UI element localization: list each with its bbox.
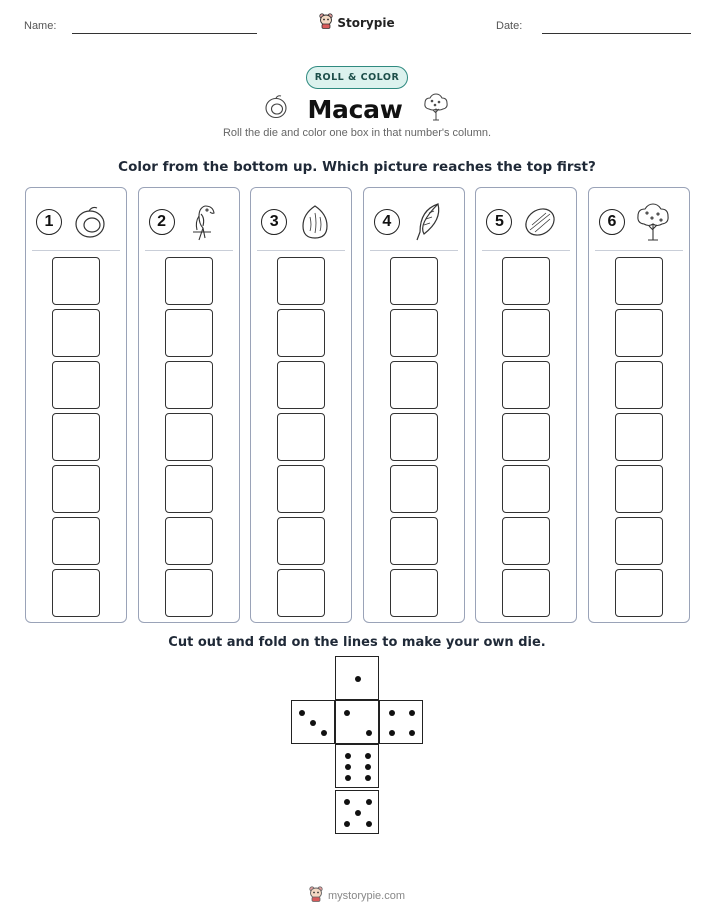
die-face-2 (335, 700, 379, 744)
color-box[interactable] (502, 465, 550, 513)
column-header (486, 202, 570, 242)
seed-icon (520, 202, 560, 242)
color-box[interactable] (277, 309, 325, 357)
die-pip (366, 821, 372, 827)
die-pip (355, 676, 361, 682)
column-3 (250, 187, 352, 623)
date-line[interactable] (542, 33, 691, 34)
die-pip (366, 730, 372, 736)
column-2 (138, 187, 240, 623)
column-header (261, 202, 345, 242)
footer-url[interactable]: mystorypie.com (327, 890, 406, 902)
title-row (0, 92, 714, 126)
color-box[interactable] (277, 257, 325, 305)
die-number: 6 (599, 209, 625, 235)
die-pip (344, 821, 350, 827)
die-pip (365, 753, 371, 759)
color-box[interactable] (615, 257, 663, 305)
die-face-5 (335, 790, 379, 834)
color-box[interactable] (165, 413, 213, 461)
brand-logo (0, 13, 714, 33)
die-face-6 (335, 744, 379, 788)
color-box[interactable] (165, 517, 213, 565)
die-pip (345, 753, 351, 759)
die-pip (345, 764, 351, 770)
die-pip (345, 775, 351, 781)
die-pip (389, 710, 395, 716)
die-pip (365, 764, 371, 770)
column-header (36, 202, 120, 242)
color-box[interactable] (390, 465, 438, 513)
die-pip (365, 775, 371, 781)
column-divider (32, 250, 120, 251)
color-columns (25, 187, 690, 623)
color-box[interactable] (615, 309, 663, 357)
die-pip (409, 710, 415, 716)
die-pip (389, 730, 395, 736)
color-box[interactable] (502, 257, 550, 305)
column-6 (588, 187, 690, 623)
die-pip (366, 799, 372, 805)
color-box[interactable] (165, 309, 213, 357)
die-number: 2 (149, 209, 175, 235)
color-box[interactable] (390, 569, 438, 617)
color-box[interactable] (390, 309, 438, 357)
color-box[interactable] (277, 517, 325, 565)
die-number: 4 (374, 209, 400, 235)
color-box[interactable] (52, 465, 100, 513)
plum-icon (70, 202, 110, 242)
die-instruction: Cut out and fold on the lines to make your own die. (168, 635, 546, 650)
die-number: 3 (261, 209, 287, 235)
column-divider (595, 250, 683, 251)
color-box[interactable] (615, 361, 663, 409)
subtitle: Roll the die and color one box in that number's column. (222, 127, 492, 139)
die-pip (344, 710, 350, 716)
color-box[interactable] (502, 361, 550, 409)
storypie-mascot-icon (319, 13, 333, 33)
color-box[interactable] (52, 517, 100, 565)
color-box[interactable] (502, 413, 550, 461)
color-boxes (52, 257, 100, 621)
color-box[interactable] (615, 569, 663, 617)
color-boxes (390, 257, 438, 621)
color-box[interactable] (390, 517, 438, 565)
footer (0, 886, 714, 906)
color-box[interactable] (502, 517, 550, 565)
worksheet-type-badge: ROLL & COLOR (306, 66, 408, 89)
column-divider (145, 250, 233, 251)
die-pip (310, 720, 316, 726)
color-boxes (277, 257, 325, 621)
die-pip (344, 799, 350, 805)
tree-icon (633, 202, 673, 242)
almond-icon (295, 202, 335, 242)
die-pip (409, 730, 415, 736)
die-face-4 (379, 700, 423, 744)
date-label: Date: (496, 20, 523, 32)
column-4 (363, 187, 465, 623)
color-box[interactable] (277, 361, 325, 409)
instruction-heading: Color from the bottom up. Which picture reaches the top first? (118, 159, 596, 175)
die-pip (355, 810, 361, 816)
feather-icon (408, 202, 448, 242)
die-pip (299, 710, 305, 716)
brand-name: Storypie (337, 16, 395, 30)
column-header (149, 202, 233, 242)
color-box[interactable] (165, 569, 213, 617)
color-box[interactable] (390, 361, 438, 409)
color-box[interactable] (52, 309, 100, 357)
color-box[interactable] (390, 257, 438, 305)
color-boxes (165, 257, 213, 621)
die-face-3 (291, 700, 335, 744)
name-label: Name: (24, 20, 57, 32)
color-box[interactable] (277, 569, 325, 617)
column-divider (482, 250, 570, 251)
color-boxes (615, 257, 663, 621)
column-header (374, 202, 458, 242)
color-box[interactable] (502, 569, 550, 617)
column-5 (475, 187, 577, 623)
color-box[interactable] (502, 309, 550, 357)
color-box[interactable] (615, 517, 663, 565)
die-number: 5 (486, 209, 512, 235)
color-box[interactable] (165, 465, 213, 513)
column-divider (257, 250, 345, 251)
macaw-icon (183, 202, 223, 242)
storypie-mascot-icon (309, 886, 323, 906)
color-box[interactable] (165, 257, 213, 305)
plum-icon (263, 94, 289, 124)
color-box[interactable] (615, 413, 663, 461)
name-line[interactable] (72, 33, 257, 34)
die-pip (321, 730, 327, 736)
color-box[interactable] (52, 361, 100, 409)
color-boxes (502, 257, 550, 621)
color-box[interactable] (277, 413, 325, 461)
column-1 (25, 187, 127, 623)
color-box[interactable] (615, 465, 663, 513)
column-header (599, 202, 683, 242)
color-box[interactable] (165, 361, 213, 409)
die-number: 1 (36, 209, 62, 235)
die-face-1 (335, 656, 379, 700)
page-title: Macaw (307, 94, 403, 124)
color-box[interactable] (390, 413, 438, 461)
column-divider (370, 250, 458, 251)
color-box[interactable] (277, 465, 325, 513)
tree-icon (421, 92, 451, 126)
color-box[interactable] (52, 569, 100, 617)
color-box[interactable] (52, 257, 100, 305)
color-box[interactable] (52, 413, 100, 461)
